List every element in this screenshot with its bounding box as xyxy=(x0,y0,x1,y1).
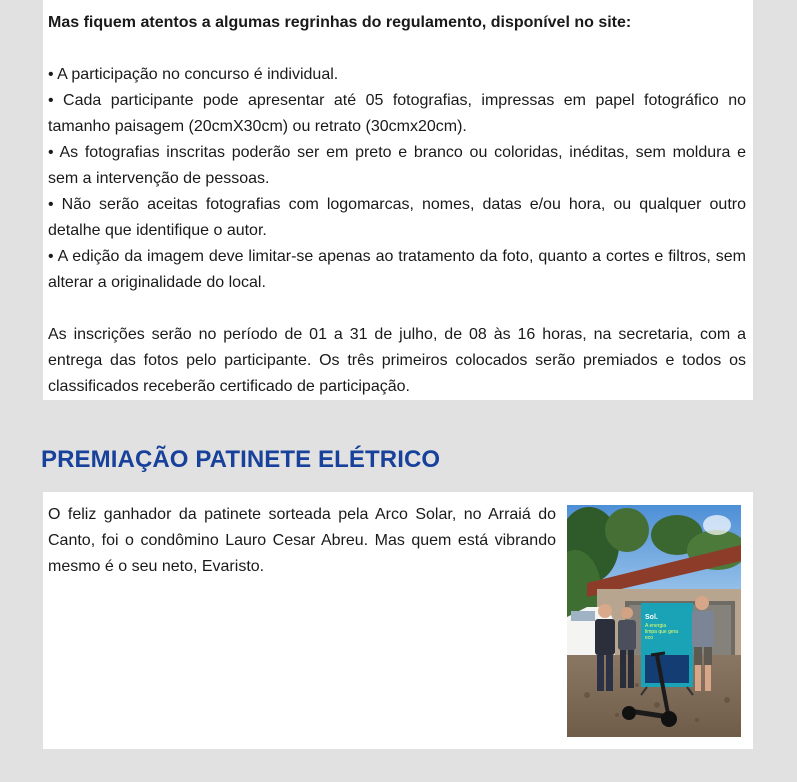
spacer xyxy=(48,36,746,62)
svg-text:A energia: A energia xyxy=(645,623,667,629)
svg-text:Sol.: Sol. xyxy=(645,614,658,621)
prize-card xyxy=(43,492,753,749)
svg-text:eco: eco xyxy=(645,635,654,641)
svg-text:limpa que gera: limpa que gera xyxy=(645,629,679,635)
rule-item: • Cada participante pode apresentar até 05 fotografias, impressas em papel fotográfico no tamanho paisagem (20cmX30cm) ou retrato (30cmx20cm). xyxy=(48,92,746,135)
registration-info: As inscrições serão no período de 01 a 31 de julho, de 08 às 16 horas, na secretaria, com a entrega das fotos pelo participante. Os três primeiros colocados serão premiados e todos os classificados receberão certificado de participação. xyxy=(48,326,746,395)
rules-heading: Mas fiquem atentos a algumas regrinhas do regulamento, disponível no site: xyxy=(48,14,632,31)
prize-section-title: PREMIAÇÃO PATINETE ELÉTRICO xyxy=(41,446,441,473)
rule-item: • A participação no concurso é individual. xyxy=(48,66,339,83)
rule-item: • A edição da imagem deve limitar-se apenas ao tratamento da foto, quanto a cortes e filtros, sem alterar a originalidade do local. xyxy=(48,248,746,291)
rules-card xyxy=(43,0,753,400)
prize-description: O feliz ganhador da patinete sorteada pela Arco Solar, no Arraiá do Canto, foi o condômino Lauro Cesar Abreu. Mas quem está vibrando mesmo é o seu neto, Evaristo. xyxy=(48,506,556,575)
spacer xyxy=(48,296,746,322)
rule-item: • Não serão aceitas fotografias com logomarcas, nomes, datas e/ou hora, ou qualquer outro detalhe que identifique o autor. xyxy=(48,196,746,239)
rule-item: • As fotografias inscritas poderão ser em preto e branco ou coloridas, inéditas, sem moldura e sem a intervenção de pessoas. xyxy=(48,144,746,187)
winner-photo xyxy=(567,505,741,737)
